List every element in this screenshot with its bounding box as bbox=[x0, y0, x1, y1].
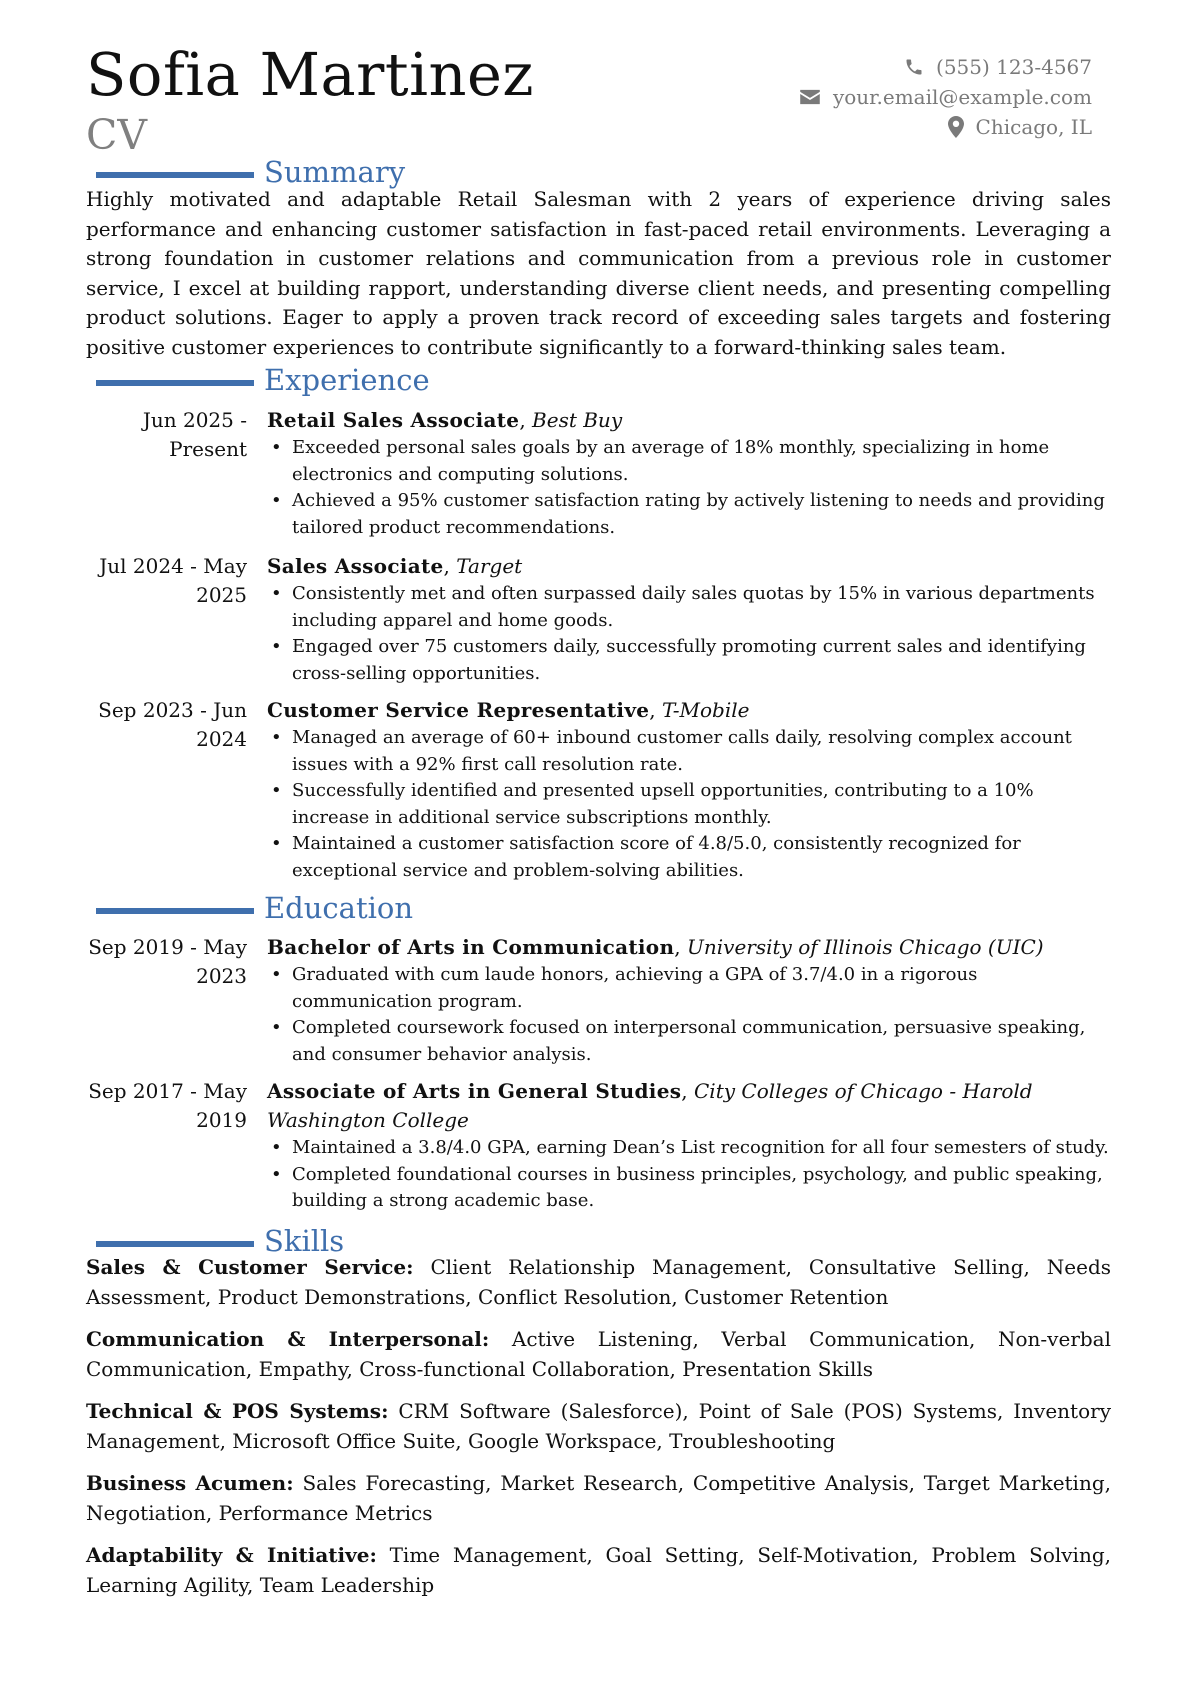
experience-list bbox=[86, 406, 1116, 884]
experience-entry: Sep 2023 - Jun 2024 Customer Service Representative, T-Mobile • Managed an average of 60+ inbound customer calls daily, resolving complex account issues with a 92% first call resolution rate. • Successfully identified and presented upsell opportunities, contributing to a 10% increase in additional service subscriptions monthly. • Maintained a customer satisfaction score of 4.8/5.0, consistently recognized for exceptional service and problem-solving abilities. bbox=[86, 696, 1116, 884]
entry-organization: University of Illinois Chicago (UIC) bbox=[687, 935, 1044, 959]
experience-entry: Jun 2025 - Present Retail Sales Associate, Best Buy • Exceeded personal sales goals by an average of 18% monthly, specializing in home electronics and computing solutions. • Achieved a 95% customer satisfaction rating by actively listening to needs and providing tailored product recommendations. bbox=[86, 406, 1116, 552]
summary-text: Highly motivated and adaptable Retail Salesman with 2 years of experience driving sales performance and enhancing customer satisfaction in fast-paced retail environments. Leveraging a strong foundation in customer relations and communication from a previous role in customer service, I excel at building rapport, understanding diverse client needs, and presenting compelling product solutions. Eager to apply a proven track record of exceeding sales targets and fostering positive customer experiences to contribute significantly to a forward-thinking sales team. bbox=[86, 187, 1111, 359]
envelope-icon bbox=[799, 89, 821, 105]
section-title: Summary bbox=[264, 155, 406, 189]
skill-items: Client Relationship Management, Consultative Selling, Needs Assessment, Product Demonstrations, Conflict Resolution, Customer Retention bbox=[86, 1255, 1112, 1309]
phone-number[interactable]: (555) 123-4567 bbox=[936, 55, 1092, 79]
entry-title: Customer Service Representative bbox=[267, 698, 650, 722]
skill-items: Time Management, Goal Setting, Self-Motivation, Problem Solving, Learning Agility, Team Leadership bbox=[86, 1543, 1111, 1597]
skill-items: Sales Forecasting, Market Research, Competitive Analysis, Target Marketing, Negotiation, Performance Metrics bbox=[86, 1471, 1111, 1525]
entry-bullet: • Completed foundational courses in business principles, psychology, and public speaking, building a strong academic base. bbox=[267, 1162, 1116, 1215]
skill-group bbox=[86, 1469, 1111, 1528]
entry-bullet: • Maintained a customer satisfaction score of 4.8/5.0, consistently recognized for exceptional service and problem-solving abilities. bbox=[267, 831, 1116, 884]
entry-title: Retail Sales Associate bbox=[267, 408, 520, 432]
skill-items: Active Listening, Verbal Communication, Non-verbal Communication, Empathy, Cross-functional Collaboration, Presentation Skills bbox=[86, 1327, 1111, 1381]
entry-organization: Best Buy bbox=[532, 408, 623, 432]
section-education-header bbox=[96, 890, 413, 926]
contact-phone bbox=[799, 52, 1092, 82]
section-accent-bar bbox=[96, 908, 254, 914]
location-text: Chicago, IL bbox=[975, 115, 1092, 139]
entry-bullet: • Completed coursework focused on interpersonal communication, persuasive speaking, and consumer behavior analysis. bbox=[267, 1015, 1116, 1068]
contact-email bbox=[799, 82, 1092, 112]
entry-bullet: • Exceeded personal sales goals by an average of 18% monthly, specializing in home electronics and computing solutions. bbox=[267, 435, 1116, 488]
entry-date: Jul 2024 - May 2025 bbox=[99, 554, 247, 607]
education-list bbox=[86, 933, 1116, 1215]
entry-title: Associate of Arts in General Studies bbox=[267, 1079, 682, 1103]
entry-date: Sep 2017 - May 2019 bbox=[88, 1079, 247, 1132]
map-pin-icon bbox=[948, 116, 964, 138]
section-title: Skills bbox=[264, 1224, 345, 1258]
entry-bullet: • Consistently met and often surpassed daily sales quotas by 15% in various departments including apparel and home goods. bbox=[267, 581, 1116, 634]
experience-entry: Jul 2024 - May 2025 Sales Associate, Target • Consistently met and often surpassed daily sales quotas by 15% in various departments including apparel and home goods. • Engaged over 75 customers daily, successfully promoting current sales and identifying cross-selling opportunities. bbox=[86, 552, 1116, 696]
section-title: Experience bbox=[264, 363, 430, 397]
section-accent-bar bbox=[96, 172, 254, 178]
section-accent-bar bbox=[96, 1241, 254, 1247]
skill-category: Business Acumen: bbox=[86, 1471, 294, 1495]
person-name: Sofia Martinez bbox=[86, 40, 534, 109]
entry-organization: City Colleges of Chicago - Harold Washington College bbox=[267, 1079, 1033, 1132]
document-subtitle: CV bbox=[86, 111, 147, 159]
entry-bullet: • Maintained a 3.8/4.0 GPA, earning Dean’s List recognition for all four semesters of study. bbox=[267, 1135, 1116, 1162]
skill-group bbox=[86, 1397, 1111, 1456]
entry-bullet: • Engaged over 75 customers daily, successfully promoting current sales and identifying cross-selling opportunities. bbox=[267, 634, 1116, 687]
contact-info bbox=[799, 52, 1092, 142]
phone-icon bbox=[904, 57, 924, 77]
skill-items: CRM Software (Salesforce), Point of Sale (POS) Systems, Inventory Management, Microsoft Office Suite, Google Workspace, Troubleshooting bbox=[86, 1399, 1111, 1453]
education-entry: Sep 2019 - May 2023 Bachelor of Arts in Communication, University of Illinois Chicago (UIC) • Graduated with cum laude honors, achieving a GPA of 3.7/4.0 in a rigorous communication program. • Completed coursework focused on interpersonal communication, persuasive speaking, and consumer behavior analysis. bbox=[86, 933, 1116, 1077]
entry-title: Sales Associate bbox=[267, 554, 444, 578]
contact-location bbox=[799, 112, 1092, 142]
skill-category: Technical & POS Systems: bbox=[86, 1399, 389, 1423]
entry-date: Sep 2019 - May 2023 bbox=[88, 935, 247, 988]
skill-group bbox=[86, 1253, 1111, 1312]
email-address[interactable]: your.email@example.com bbox=[832, 85, 1092, 109]
section-accent-bar bbox=[96, 380, 254, 386]
skill-category: Communication & Interpersonal: bbox=[86, 1327, 490, 1351]
entry-organization: Target bbox=[456, 554, 523, 578]
skill-group bbox=[86, 1325, 1111, 1384]
skill-group bbox=[86, 1541, 1111, 1600]
section-title: Education bbox=[264, 891, 414, 925]
section-experience-header bbox=[96, 362, 430, 398]
entry-bullet: • Successfully identified and presented upsell opportunities, contributing to a 10% increase in additional service subscriptions monthly. bbox=[267, 778, 1116, 831]
entry-bullet: • Graduated with cum laude honors, achieving a GPA of 3.7/4.0 in a rigorous communication program. bbox=[267, 962, 1116, 1015]
entry-bullet: • Achieved a 95% customer satisfaction rating by actively listening to needs and providing tailored product recommendations. bbox=[267, 488, 1116, 541]
entry-date: Sep 2023 - Jun 2024 bbox=[98, 698, 247, 751]
entry-bullet: • Managed an average of 60+ inbound customer calls daily, resolving complex account issues with a 92% first call resolution rate. bbox=[267, 725, 1116, 778]
entry-title: Bachelor of Arts in Communication bbox=[267, 935, 675, 959]
skills-list bbox=[86, 1253, 1111, 1613]
education-entry: Sep 2017 - May 2019 Associate of Arts in General Studies, City Colleges of Chicago - Harold Washington College • Maintained a 3.8/4.0 GPA, earning Dean’s List recognition for all four semesters of study. • Completed foundational courses in business principles, psychology, and public speaking, building a strong academic base. bbox=[86, 1077, 1116, 1215]
entry-organization: T-Mobile bbox=[662, 698, 750, 722]
entry-date: Jun 2025 - Present bbox=[142, 408, 247, 461]
skill-category: Adaptability & Initiative: bbox=[86, 1543, 377, 1567]
skill-category: Sales & Customer Service: bbox=[86, 1255, 414, 1279]
